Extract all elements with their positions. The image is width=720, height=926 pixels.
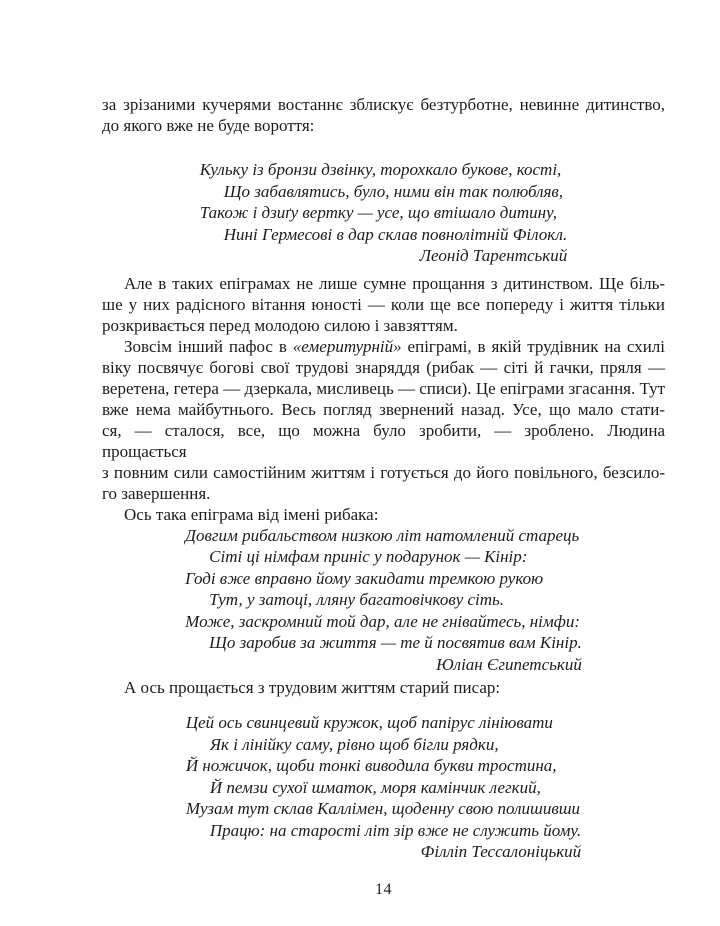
poem-author: Юліан Єгипетський [436, 654, 582, 674]
body-line: веретена, гетера — дзеркала, мисливець — списи). Це епіграми згасання. Тут [102, 378, 665, 398]
poem-line: Як і лінійку саму, рівно щоб бігли рядки, [209, 734, 499, 754]
body-line: ся, — сталося, все, що можна було зробити, — зроблено. Людина прощається [102, 420, 665, 461]
emphasized-term: «емеритурній» [292, 336, 402, 356]
poem-line: Що забавлятись, було, ними він так полюбляв, [223, 181, 564, 201]
paragraph-intro [102, 94, 665, 136]
poem-line: Кульку із бронзи дзвінку, торохкало букове, кості, [199, 160, 562, 179]
body-line: з повним сили самостійним життям і готується до його повільного, безсило- [102, 462, 665, 482]
paragraph-youth [102, 273, 665, 336]
paragraph-scribe-intro [102, 677, 665, 698]
poem-scribe [186, 712, 581, 863]
body-line: ше у них радісного вітання юності — коли ще все попереду і життя тільки [102, 294, 665, 314]
poem-line: Довгим рибальством низкою літ натомлений старець [185, 525, 580, 545]
paragraph-emeritus [102, 336, 665, 504]
poem-line: Музам тут склав Каллімен, щоденну свою полишивши [185, 799, 581, 818]
body-line: віку посвячує богові свої трудові знаряддя (рибак — сіті й гачки, пряля — [102, 357, 665, 377]
poem-line: Працю: на старості літ зір вже не служить йому. [209, 820, 582, 840]
body-line: за зрізаними кучерями востаннє зблискує безтурботне, невинне дитинство, [102, 95, 665, 114]
body-text: епіграмі, в якій трудівник на схилі [401, 336, 665, 356]
poem-line: Сіті ці німфам приніс у подарунок — Кінір: [209, 547, 528, 566]
body-line: до якого вже не буде вороття: [102, 116, 315, 135]
poem-fisherman [185, 525, 582, 676]
poem-line: Цей ось свинцевий кружок, щоб папірус лініювати [185, 713, 553, 732]
poem-line: Також і дзиґу вертку — усе, що втішало дитину, [199, 203, 558, 222]
poem-author: Леонід Тарентський [419, 246, 568, 265]
poem-author: Філліп Тессалоніцький [420, 842, 582, 861]
poem-line: Що заробив за життя — те й посвятив вам Кінір. [209, 633, 582, 652]
poem-line: Тут, у затоці, лляну багатовічкову сіть. [209, 590, 505, 609]
poem-line: Годі вже вправно йому закидати тремкою рукою [185, 568, 544, 588]
body-text: Зовсім інший пафос в [124, 336, 293, 356]
body-line: вже нема майбутнього. Весь погляд звернений назад. Усе, що мало стати- [102, 399, 665, 419]
body-line: А ось прощається з трудовим життям старий писар: [124, 678, 501, 697]
poem-line: Й пемзи сухої шматок, моря камінчик легкий, [209, 777, 541, 797]
poem-line: Нині Гермесові в дар склав повнолітній Філокл. [223, 224, 568, 244]
poem-line: Й ножичок, щоби тонкі виводила букви тростина, [185, 756, 557, 775]
page-number: 14 [375, 880, 392, 898]
body-line: Але в таких епіграмах не лише сумне прощання з дитинством. Ще біль- [124, 273, 665, 293]
body-line: розкривається перед молодою силою і завзяттям. [102, 315, 458, 335]
body-line: го завершення. [102, 483, 211, 503]
poem-line: Може, заскромний той дар, але не гнівайтесь, німфи: [185, 611, 580, 631]
body-line: Ось така епіграма від імені рибака: [124, 504, 379, 524]
paragraph-fisherman-intro [102, 504, 665, 525]
poem-childhood [200, 159, 567, 267]
body-line [102, 336, 665, 357]
